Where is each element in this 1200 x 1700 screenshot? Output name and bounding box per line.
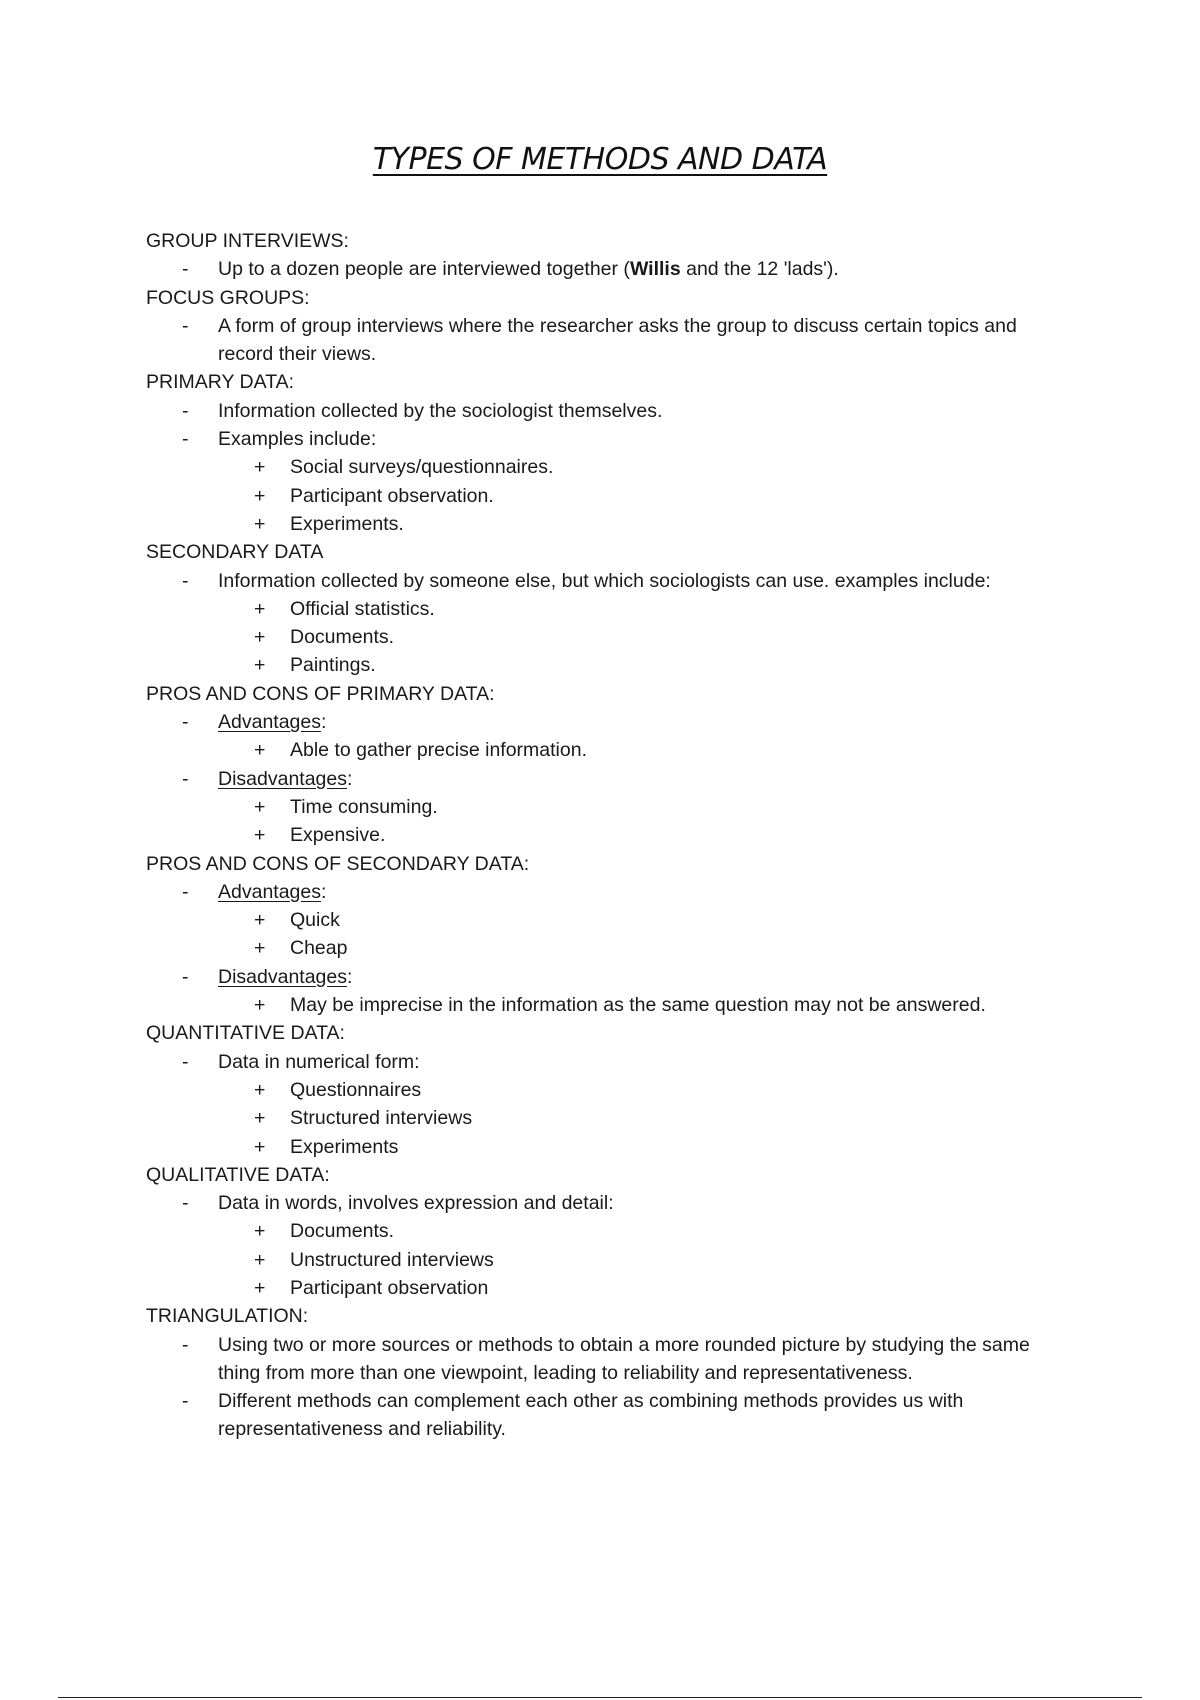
plus-marker: + — [254, 1276, 266, 1299]
plus-marker: + — [254, 1107, 266, 1130]
footer-rule — [58, 1697, 1142, 1698]
plus-marker: + — [254, 512, 266, 535]
sub-bullet-text: Documents. — [290, 626, 395, 649]
plus-marker: + — [254, 795, 266, 818]
bullet-text: and the 12 'lads'). — [680, 258, 839, 281]
sub-bullet-item — [146, 1133, 1066, 1161]
dash-marker: - — [182, 258, 189, 281]
section-heading-secondary-data: SECONDARY DATA — [146, 541, 324, 564]
plus-marker: + — [254, 626, 266, 649]
bullet-item — [146, 1331, 1066, 1388]
plus-marker: + — [254, 739, 266, 762]
bullet-text: Information collected by someone else, but which sociologists can use. examples include: — [218, 569, 991, 592]
bold-name-willis: Willis — [629, 258, 681, 281]
dash-marker: - — [182, 569, 189, 592]
section-heading-pros-cons-primary: PROS AND CONS OF PRIMARY DATA: — [146, 682, 495, 705]
section-heading-quantitative: QUANTITATIVE DATA: — [146, 1022, 345, 1045]
plus-marker: + — [254, 1078, 266, 1101]
dash-marker: - — [182, 1050, 189, 1073]
sub-bullet-item — [146, 510, 1066, 538]
section-heading-focus-groups: FOCUS GROUPS: — [146, 286, 310, 309]
document-body — [146, 227, 1066, 1444]
bullet-text: Examples include: — [218, 428, 377, 451]
advantages-label: Advantages — [218, 711, 321, 734]
plus-marker: + — [254, 456, 266, 479]
plus-marker: + — [254, 909, 266, 932]
sub-bullet-item — [146, 1217, 1066, 1245]
section-heading-triangulation: TRIANGULATION: — [146, 1305, 309, 1328]
sub-bullet-item — [146, 793, 1066, 821]
bullet-item: - Advantages: — [146, 878, 1066, 906]
bullet-item — [146, 1048, 1066, 1076]
bullet-item — [146, 397, 1066, 425]
sub-bullet-text: Cheap — [290, 937, 348, 960]
section-heading-group-interviews: GROUP INTERVIEWS: — [146, 230, 349, 252]
plus-marker: + — [254, 994, 266, 1017]
sub-bullet-text: Documents. — [290, 1220, 395, 1243]
plus-marker: + — [254, 654, 266, 677]
page-title: TYPES OF METHODS AND DATA — [372, 142, 828, 177]
sub-bullet-text: Structured interviews — [290, 1107, 473, 1130]
bullet-item — [146, 425, 1066, 453]
sub-bullet-text: Paintings. — [290, 654, 376, 677]
dash-marker: - — [182, 1390, 189, 1413]
bullet-text: Up to a dozen people are interviewed together ( — [218, 258, 630, 281]
dash-marker: - — [182, 1333, 189, 1356]
dash-marker: - — [182, 711, 189, 734]
section-heading-primary-data: PRIMARY DATA: — [146, 371, 295, 394]
bullet-item — [146, 1189, 1066, 1217]
plus-marker: + — [254, 937, 266, 960]
sub-bullet-item — [146, 595, 1066, 623]
sub-bullet-text: Social surveys/questionnaires. — [290, 456, 554, 479]
sub-bullet-item — [146, 991, 1066, 1019]
plus-marker: + — [254, 1248, 266, 1271]
sub-bullet-text: Experiments — [290, 1135, 399, 1158]
bullet-text: Using two or more sources or methods to obtain a more rounded picture by studying the same thing from more than one viewpoint, leading to reliability and representativeness. — [218, 1333, 1030, 1384]
dash-marker: - — [182, 399, 189, 422]
bullet-text: Different methods can complement each other as combining methods provides us with representativeness and reliability. — [218, 1390, 964, 1441]
bullet-text: Information collected by the sociologist themselves. — [218, 399, 663, 422]
sub-bullet-item — [146, 482, 1066, 510]
sub-bullet-item — [146, 1076, 1066, 1104]
sub-bullet-item — [146, 453, 1066, 481]
bullet-item — [146, 1387, 1066, 1444]
dash-marker: - — [182, 428, 189, 451]
sub-bullet-text: Experiments. — [290, 512, 404, 535]
plus-marker: + — [254, 1220, 266, 1243]
sub-bullet-text: Expensive. — [290, 824, 386, 847]
sub-bullet-text: Participant observation. — [290, 484, 494, 507]
sub-bullet-text: Quick — [290, 909, 340, 932]
bullet-item: - Disadvantages: — [146, 963, 1066, 991]
dash-marker: - — [182, 767, 189, 790]
section-heading-qualitative: QUALITATIVE DATA: — [146, 1163, 330, 1186]
sub-bullet-item — [146, 934, 1066, 962]
sub-bullet-item — [146, 1274, 1066, 1302]
section-heading-pros-cons-secondary: PROS AND CONS OF SECONDARY DATA: — [146, 852, 530, 875]
dash-marker: - — [182, 1192, 189, 1215]
sub-bullet-text: Official statistics. — [290, 597, 435, 620]
plus-marker: + — [254, 484, 266, 507]
bullet-item — [146, 312, 1066, 369]
sub-bullet-text: Unstructured interviews — [290, 1248, 494, 1271]
advantages-label: Advantages — [218, 880, 321, 903]
sub-bullet-item — [146, 906, 1066, 934]
bullet-text: A form of group interviews where the researcher asks the group to discuss certain topics and record their views. — [218, 314, 1017, 366]
sub-bullet-item — [146, 651, 1066, 679]
sub-bullet-item — [146, 736, 1066, 764]
sub-bullet-item — [146, 1246, 1066, 1274]
bullet-item: - Disadvantages: — [146, 765, 1066, 793]
bullet-item — [146, 567, 1066, 595]
bullet-item — [146, 255, 1066, 283]
sub-bullet-text: May be imprecise in the information as the same question may not be answered. — [290, 994, 986, 1017]
dash-marker: - — [182, 880, 189, 903]
disadvantages-label: Disadvantages — [218, 965, 347, 988]
sub-bullet-item — [146, 821, 1066, 849]
bullet-item: - Advantages: — [146, 708, 1066, 736]
sub-bullet-text: Questionnaires — [290, 1078, 422, 1101]
sub-bullet-item — [146, 623, 1066, 651]
disadvantages-label: Disadvantages — [218, 767, 347, 790]
plus-marker: + — [254, 824, 266, 847]
bullet-text: Data in numerical form: — [218, 1050, 420, 1073]
plus-marker: + — [254, 1135, 266, 1158]
bullet-text: Data in words, involves expression and detail: — [218, 1192, 614, 1215]
plus-marker: + — [254, 597, 266, 620]
sub-bullet-text: Able to gather precise information. — [290, 739, 587, 762]
sub-bullet-item — [146, 1104, 1066, 1132]
sub-bullet-text: Participant observation — [290, 1276, 489, 1299]
dash-marker: - — [182, 314, 189, 337]
dash-marker: - — [182, 965, 189, 988]
sub-bullet-text: Time consuming. — [290, 795, 438, 818]
